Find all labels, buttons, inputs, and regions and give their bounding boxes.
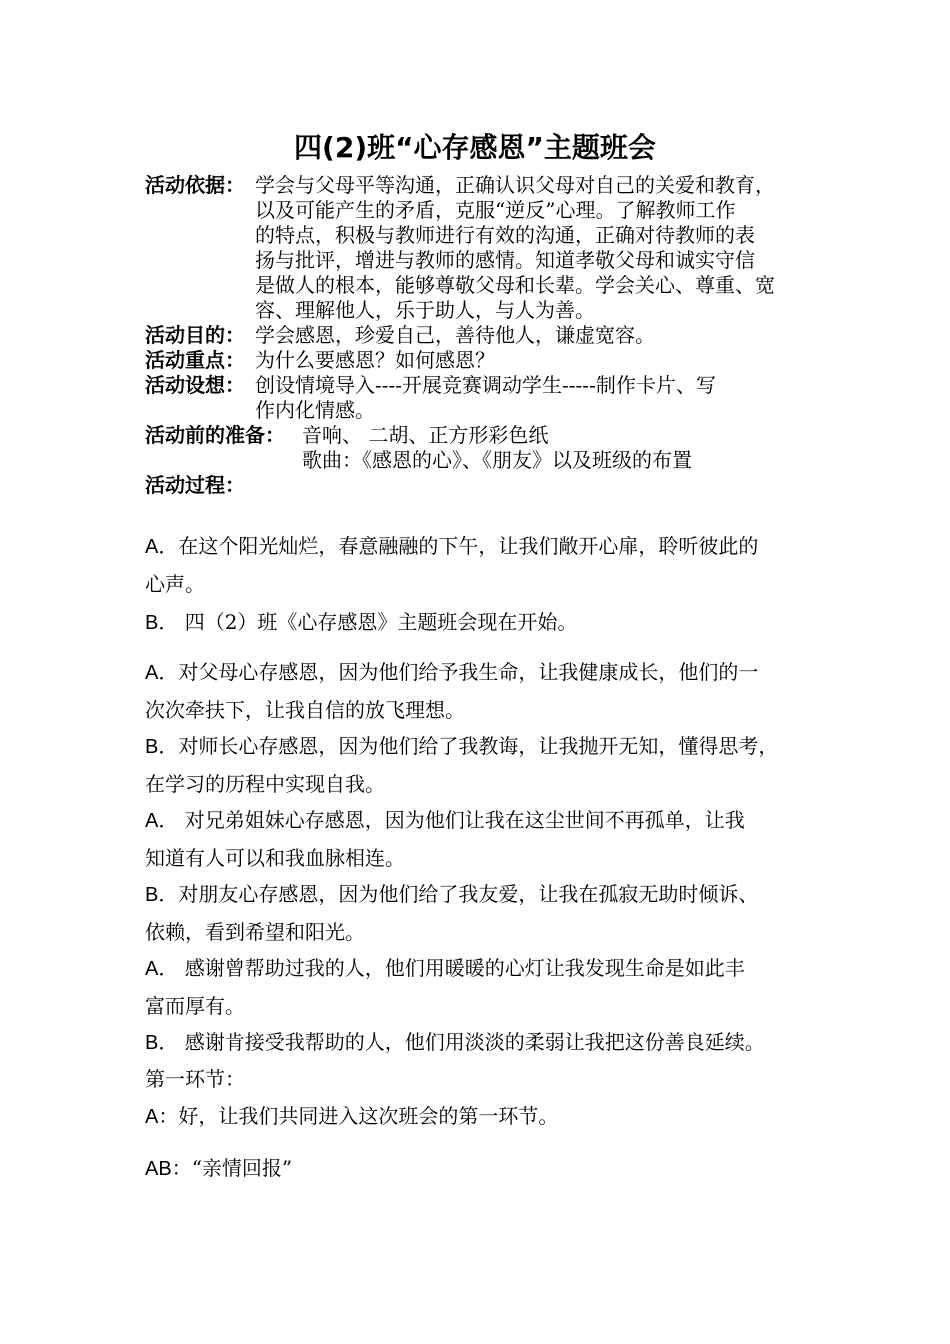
paragraph-line: 依赖，看到希望和阳光。 — [145, 920, 365, 944]
section-heading — [145, 1061, 245, 1098]
paragraph-line: 四（2）班《心存感恩》主题班会现在开始。 — [178, 610, 578, 634]
basis-line: 学会与父母平等沟通，正确认识父母对自己的关爱和教育， — [255, 173, 775, 197]
speaker-label: B． — [145, 884, 179, 906]
process-label: 活动过程： — [145, 473, 245, 497]
focus-text: 为什么要感恩？如何感恩？ — [255, 348, 495, 372]
concept-line: 作内化情感。 — [255, 398, 375, 422]
paragraph-line: 感谢曾帮助过我的人，他们用暖暖的心灯让我发现生命是如此丰 — [178, 956, 745, 980]
dialogue-paragraph — [145, 876, 758, 951]
speaker-label: A． — [145, 536, 179, 558]
paragraph-line: 感谢肯接受我帮助的人，他们用淡淡的柔弱让我把这份善良延续。 — [178, 1030, 765, 1054]
dialogue-paragraph — [145, 528, 758, 603]
concept-line: 创设情境导入----开展竞赛调动学生-----制作卡片、写 — [255, 373, 716, 397]
dialogue-paragraph — [145, 802, 745, 877]
paragraph-line: 对朋友心存感恩，因为他们给了我友爱，让我在孤寂无助时倾诉、 — [178, 882, 759, 906]
basis-line: 容、理解他人，乐于助人，与人为善。 — [255, 298, 595, 322]
prep-label: 活动前的准备： — [145, 423, 285, 447]
speaker-label: AB： — [145, 1158, 192, 1180]
paragraph-line: 好，让我们共同进入这次班会的第一环节。 — [178, 1104, 559, 1128]
basis-label: 活动依据： — [145, 173, 245, 197]
dialogue-paragraph — [145, 654, 758, 729]
basis-line: 扬与批评，增进与教师的感情。知道孝敬父母和诚实守信 — [255, 248, 755, 272]
paragraph-line: 知道有人可以和我血脉相连。 — [145, 846, 405, 870]
speaker-label: B． — [145, 612, 179, 634]
paragraph-line: 富而厚有。 — [145, 994, 245, 1018]
speaker-label: B． — [145, 736, 179, 758]
prep-line: 音响、 二胡、正方形彩色纸 — [302, 423, 549, 447]
paragraph-line: 在这个阳光灿烂，春意融融的下午，让我们敞开心扉，聆听彼此的 — [178, 534, 759, 558]
basis-line: 是做人的根本，能够尊敬父母和长辈。学会关心、尊重、宽 — [255, 273, 775, 297]
dialogue-paragraph — [145, 1098, 558, 1136]
speaker-label: A． — [145, 810, 179, 832]
speaker-label: A： — [145, 1106, 179, 1128]
paragraph-line: 第一环节： — [145, 1067, 245, 1091]
paragraph-line: 对师长心存感恩，因为他们给了我教诲，让我抛开无知，懂得思考， — [178, 734, 779, 758]
dialogue-paragraph — [145, 604, 577, 642]
concept-label: 活动设想： — [145, 373, 245, 397]
paragraph-line: 在学习的历程中实现自我。 — [145, 772, 385, 796]
basis-line: 以及可能产生的矛盾，克服“逆反”心理。了解教师工作 — [255, 198, 736, 222]
dialogue-paragraph — [145, 950, 745, 1025]
page-title: 四(2)班“心存感恩”主题班会 — [294, 131, 656, 164]
basis-text — [255, 173, 775, 323]
focus-label: 活动重点： — [145, 348, 245, 372]
paragraph-line: 心声。 — [145, 572, 205, 596]
concept-text — [255, 373, 716, 423]
speaker-label: A． — [145, 958, 179, 980]
basis-line: 的特点，积极与教师进行有效的沟通，正确对待教师的表 — [255, 223, 755, 247]
prep-line: 歌曲：《感恩的心》、《朋友》以及班级的布置 — [302, 448, 692, 472]
goal-text: 学会感恩，珍爱自己，善待他人，谦虚宽容。 — [255, 323, 655, 347]
paragraph-line: “亲情回报” — [191, 1156, 293, 1180]
prep-text — [302, 423, 692, 473]
speaker-label: A． — [145, 662, 179, 684]
dialogue-paragraph — [145, 1024, 765, 1062]
paragraph-line: 次次牵扶下，让我自信的放飞理想。 — [145, 698, 465, 722]
paragraph-line: 对父母心存感恩，因为他们给予我生命，让我健康成长，他们的一 — [178, 660, 759, 684]
speaker-label: B． — [145, 1032, 179, 1054]
dialogue-paragraph — [145, 1150, 292, 1188]
paragraph-line: 对兄弟姐妹心存感恩，因为他们让我在这尘世间不再孤单，让我 — [178, 808, 745, 832]
goal-label: 活动目的： — [145, 323, 245, 347]
dialogue-paragraph — [145, 728, 778, 803]
